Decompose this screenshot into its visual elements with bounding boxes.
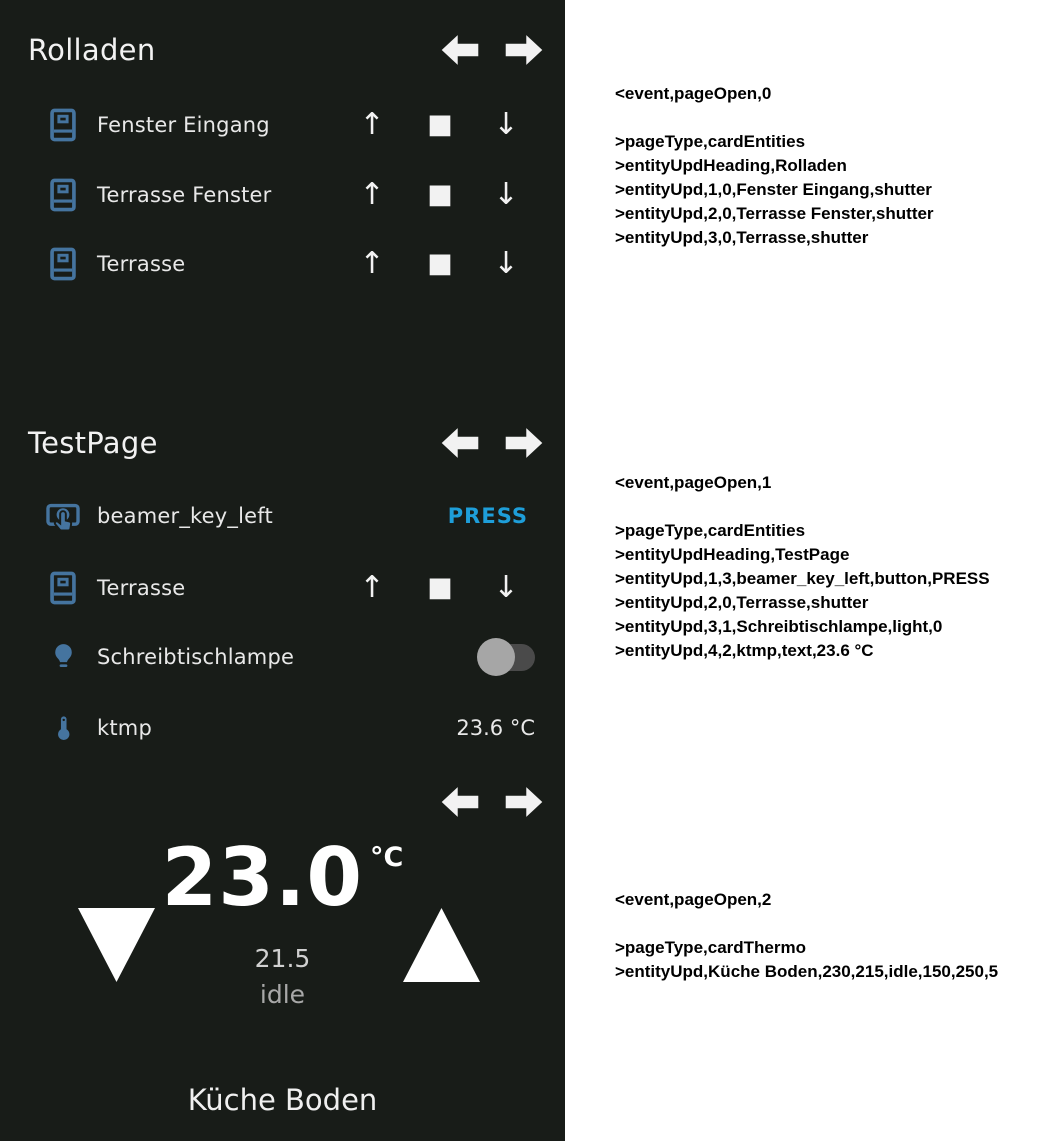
shutter-icon: [45, 571, 81, 605]
annotation-line: >entityUpd,3,0,Terrasse,shutter: [615, 228, 869, 247]
entity-label: Terrasse Fenster: [97, 183, 272, 207]
lightbulb-icon: [45, 640, 81, 674]
entity-row: [0, 553, 565, 623]
annotation-line: >pageType,cardEntities: [615, 521, 806, 540]
shutter-icon: [45, 108, 81, 142]
shutter-stop-button[interactable]: ■: [427, 248, 453, 279]
annotation-line: >entityUpd,2,0,Terrasse Fenster,shutter: [615, 204, 934, 223]
annotation-line: >pageType,cardEntities: [615, 132, 806, 151]
annotation-block-page1: [615, 471, 990, 663]
entity-row: [0, 90, 565, 160]
annotation-line: >entityUpd,1,3,beamer_key_left,button,PRESS: [615, 569, 990, 588]
shutter-icon: [45, 247, 81, 281]
annotation-line: >entityUpd,4,2,ktmp,text,23.6 °C: [615, 641, 874, 660]
annotation-event: <event,pageOpen,0: [615, 84, 772, 103]
entity-label: Terrasse: [97, 576, 186, 600]
current-temperature: [0, 831, 565, 924]
annotation-event: <event,pageOpen,1: [615, 473, 772, 492]
annotation-block-page2: [615, 888, 998, 984]
shutter-down-button[interactable]: ↓: [493, 570, 519, 605]
nav-next-button[interactable]: [505, 786, 543, 822]
nav-next-button[interactable]: [505, 34, 543, 66]
entity-row: [0, 481, 565, 551]
toggle-knob: [477, 638, 515, 676]
shutter-down-button[interactable]: ↓: [493, 177, 519, 212]
entity-value: 23.6 °C: [456, 716, 535, 740]
annotation-line: >pageType,cardThermo: [615, 938, 806, 957]
shutter-down-button[interactable]: ↓: [493, 107, 519, 142]
card-header-thermo: [441, 786, 543, 822]
card-header-testpage: [28, 423, 545, 463]
annotation-line: >entityUpdHeading,Rolladen: [615, 156, 847, 175]
current-temperature-value: 23.0: [161, 831, 364, 924]
entity-row: [0, 229, 565, 299]
annotation-block-page0: [615, 82, 934, 250]
annotation-line: >entityUpd,2,0,Terrasse,shutter: [615, 593, 869, 612]
entity-label: beamer_key_left: [97, 504, 273, 528]
page-title: Rolladen: [28, 33, 156, 67]
annotation-line: >entityUpd,3,1,Schreibtischlampe,light,0: [615, 617, 943, 636]
shutter-stop-button[interactable]: ■: [427, 179, 453, 210]
hvac-state: idle: [259, 980, 306, 1009]
page-title: TestPage: [28, 426, 158, 460]
entity-label: Fenster Eingang: [97, 113, 270, 137]
nav-prev-button[interactable]: [441, 427, 479, 459]
annotation-line: >entityUpdHeading,TestPage: [615, 545, 850, 564]
entity-label: Terrasse: [97, 252, 186, 276]
thermometer-icon: [45, 711, 81, 745]
shutter-up-button[interactable]: ↑: [359, 246, 385, 281]
entity-row: [0, 693, 565, 763]
entity-row: [0, 622, 565, 692]
entity-label: ktmp: [97, 716, 152, 740]
target-temperature: 21.5: [254, 944, 311, 973]
shutter-stop-button[interactable]: ■: [427, 109, 453, 140]
annotation-line: >entityUpd,1,0,Fenster Eingang,shutter: [615, 180, 932, 199]
shutter-stop-button[interactable]: ■: [427, 572, 453, 603]
shutter-up-button[interactable]: ↑: [359, 107, 385, 142]
entity-row: [0, 160, 565, 230]
shutter-down-button[interactable]: ↓: [493, 246, 519, 281]
entity-label: Schreibtischlampe: [97, 645, 295, 669]
annotation-event: <event,pageOpen,2: [615, 890, 772, 909]
nav-prev-button[interactable]: [441, 34, 479, 66]
thermostat-room-name: Küche Boden: [187, 1083, 378, 1117]
light-toggle[interactable]: [479, 644, 535, 671]
press-button[interactable]: PRESS: [447, 504, 528, 528]
shutter-up-button[interactable]: ↑: [359, 570, 385, 605]
shutter-icon: [45, 178, 81, 212]
nav-next-button[interactable]: [505, 427, 543, 459]
annotation-line: >entityUpd,Küche Boden,230,215,idle,150,250,5: [615, 962, 999, 981]
nav-prev-button[interactable]: [441, 786, 479, 822]
card-header-rolladen: [28, 30, 545, 70]
shutter-up-button[interactable]: ↑: [359, 177, 385, 212]
gesture-tap-icon: [45, 499, 81, 533]
temperature-unit: °C: [370, 842, 404, 873]
